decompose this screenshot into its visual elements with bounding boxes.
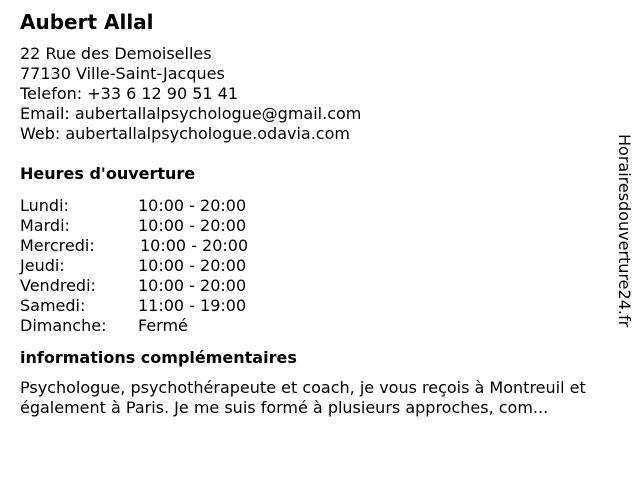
hours-row-samedi <box>20 296 630 316</box>
hours-day: Samedi: <box>20 296 86 315</box>
hours-time: 10:00 - 20:00 <box>138 216 247 235</box>
web-line: Web: aubertallalpsychologue.odavia.com <box>20 124 350 143</box>
hours-time: 10:00 - 20:00 <box>138 256 247 275</box>
hours-row-lundi <box>20 196 630 216</box>
additional-info-title: informations complémentaires <box>20 348 297 367</box>
hours-day: Lundi: <box>20 196 69 215</box>
opening-hours-list <box>20 196 630 336</box>
address-line-1: 22 Rue des Demoiselles <box>20 44 212 63</box>
hours-day: Dimanche: <box>20 316 107 335</box>
hours-row-jeudi <box>20 256 630 276</box>
additional-info-text: Psychologue, psychothérapeute et coach, je vous reçois à Montreuil et également à Paris. Je me suis formé à plusieurs approches, com... <box>20 378 586 417</box>
hours-day: Mardi: <box>20 216 70 235</box>
hours-row-mercredi <box>20 236 630 256</box>
hours-day: Jeudi: <box>20 256 65 275</box>
site-watermark-text: Horairesdouverture24.fr <box>615 134 634 328</box>
hours-day: Mercredi: <box>20 236 95 255</box>
business-name: Aubert Allal <box>20 10 154 34</box>
hours-time: Fermé <box>138 316 188 335</box>
hours-time: 10:00 - 20:00 <box>138 276 247 295</box>
business-card <box>20 8 630 418</box>
address-line-2: 77130 Ville-Saint-Jacques <box>20 64 225 83</box>
email-line: Email: aubertallalpsychologue@gmail.com <box>20 104 362 123</box>
hours-time: 11:00 - 19:00 <box>138 296 247 315</box>
hours-row-vendredi <box>20 276 630 296</box>
hours-row-dimanche <box>20 316 630 336</box>
hours-time: 10:00 - 20:00 <box>140 236 249 255</box>
hours-time: 10:00 - 20:00 <box>138 196 247 215</box>
hours-row-mardi <box>20 216 630 236</box>
opening-hours-title: Heures d'ouverture <box>20 164 196 183</box>
hours-day: Vendredi: <box>20 276 96 295</box>
phone-line: Telefon: +33 6 12 90 51 41 <box>20 84 239 103</box>
